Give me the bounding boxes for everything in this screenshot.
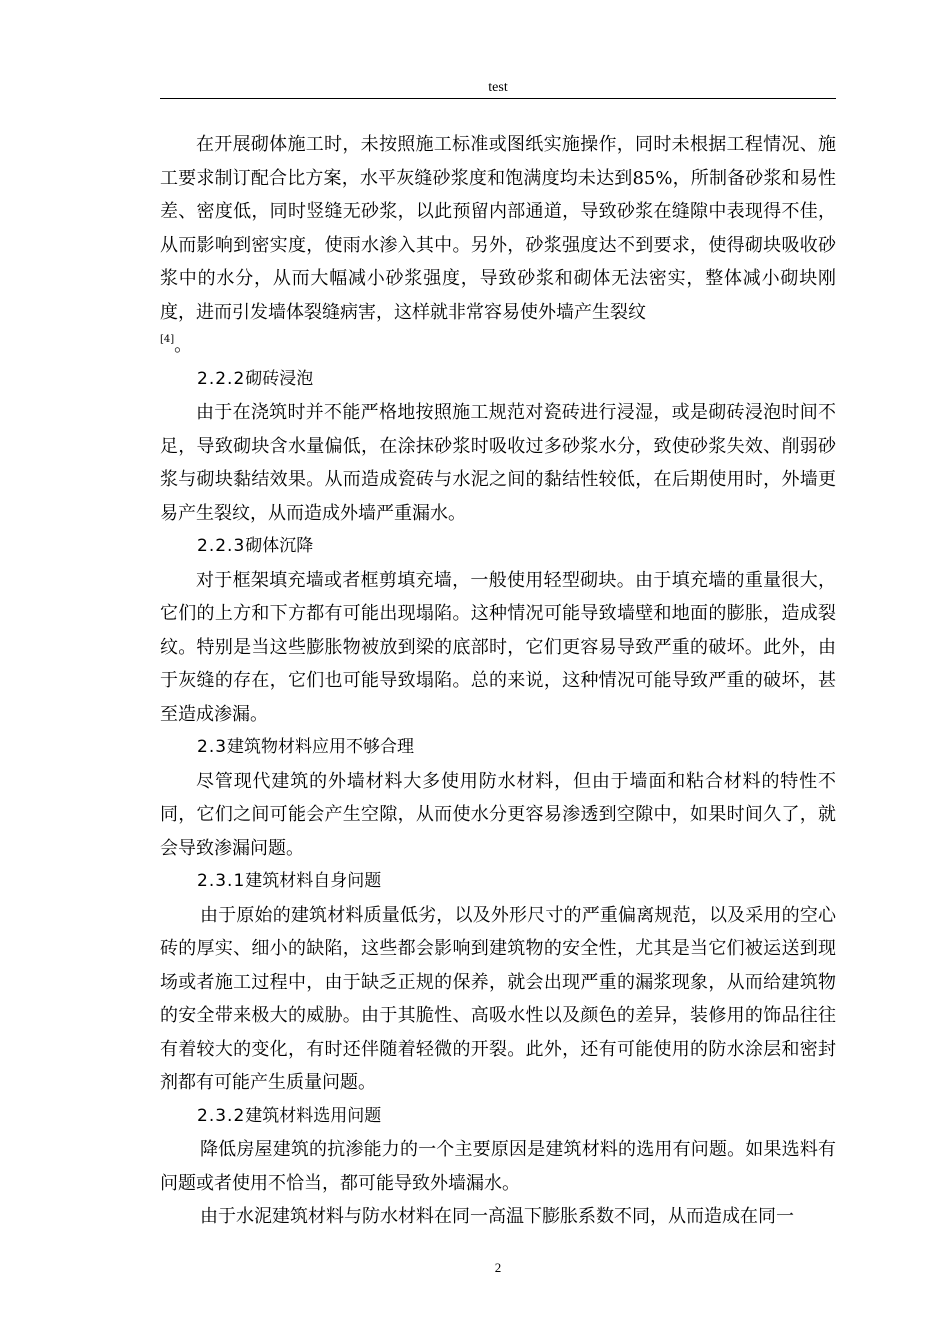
paragraph-brick-soaking: 由于在浇筑时并不能严格地按照施工规范对瓷砖进行浸湿，或是砌砖浸泡时间不足，导致砌块含水量偏低，在涂抹砂浆时吸收过多砂浆水分，致使砂浆失效、削弱砂浆与砌块黏结效果。从而造成瓷砖与水泥之间的黏结性较低，在后期使用时，外墙更易产生裂纹，从而造成外墙严重漏水。 — [160, 402, 836, 524]
header-rule — [160, 98, 836, 99]
document-body — [160, 128, 836, 1234]
paragraph-material-selection: 降低房屋建筑的抗渗能力的一个主要原因是建筑材料的选用有问题。如果选料有问题或者使用不恰当，都可能导致外墙漏水。 — [160, 1139, 836, 1194]
paragraph-material-quality: 由于原始的建筑材料质量低劣，以及外形尺寸的严重偏离规范，以及采用的空心砖的厚实、细小的缺陷，这些都会影响到建筑物的安全性，尤其是当它们被运送到现场或者施工过程中，由于缺乏正规的保养，就会出现严重的漏浆现象，从而给建筑物的安全带来极大的威胁。由于其脆性、高吸水性以及颜色的差异，装修用的饰品往往有着较大的变化，有时还伴随着轻微的开裂。此外，还有可能使用的防水涂层和密封剂都有可能产生质量问题。 — [160, 904, 836, 1093]
heading-2-3-1: 2.3.1建筑材料自身问题 — [197, 871, 382, 891]
paragraph-mortar: 在开展砌体施工时，未按照施工标准或图纸实施操作，同时未根据工程情况、施工要求制订配合比方案，水平灰缝砂浆度和饱满度均未达到85%，所制备砂浆和易性差、密度低，同时竖缝无砂浆，以此预留内部通道，导致砂浆在缝隙中表现得不佳，从而影响到密实度，使雨水渗入其中。另外，砂浆强度达不到要求，使得砌块吸收砂浆中的水分，从而大幅减小砂浆强度，导致砂浆和砌体无法密实，整体减小砌块刚度，进而引发墙体裂缝病害，这样就非常容易使外墙产生裂纹 [4]。 — [160, 134, 836, 356]
paragraph-masonry-settlement: 对于框架填充墙或者框剪填充墙，一般使用轻型砌块。由于填充墙的重量很大，它们的上方和下方都有可能出现塌陷。这种情况可能导致墙壁和地面的膨胀，造成裂纹。特别是当这些膨胀物被放到梁的底部时，它们更容易导致严重的破坏。此外，由于灰缝的存在，它们也可能导致塌陷。总的来说，这种情况可能导致严重的破坏，甚至造成渗漏。 — [160, 569, 836, 725]
page-header: test — [488, 80, 508, 95]
heading-2-2-2: 2.2.2砌砖浸泡 — [197, 368, 314, 389]
heading-2-2-3: 2.2.3砌体沉降 — [197, 536, 314, 556]
heading-2-3: 2.3建筑物材料应用不够合理 — [197, 737, 415, 757]
page-number: 2 — [494, 1260, 502, 1275]
paragraph-expansion: 由于水泥建筑材料与防水材料在同一高温下膨胀系数不同，从而造成在同一 — [200, 1206, 794, 1227]
citation-ref: [4] — [160, 334, 175, 345]
paragraph-material-application: 尽管现代建筑的外墙材料大多使用防水材料，但由于墙面和粘合材料的特性不同，它们之间可能会产生空隙，从而使水分更容易渗透到空隙中，如果时间久了，就会导致渗漏问题。 — [160, 770, 836, 859]
heading-2-3-2: 2.3.2建筑材料选用问题 — [197, 1105, 382, 1126]
